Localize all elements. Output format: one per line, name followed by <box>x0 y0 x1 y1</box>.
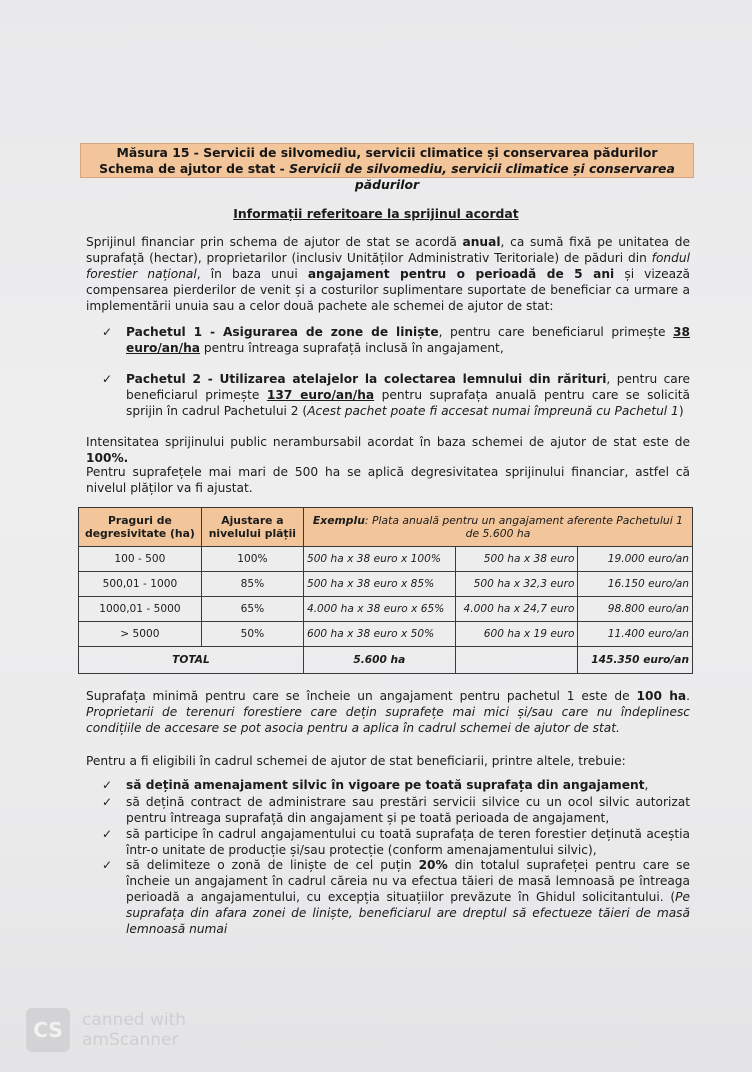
scheme-title <box>81 161 693 193</box>
total-area: 5.600 ha <box>303 647 455 674</box>
camscanner-logo-icon: CS <box>26 1008 70 1052</box>
total-label: TOTAL <box>79 647 304 674</box>
total-amount: 145.350 euro/an <box>578 647 693 674</box>
table-row: 1000,01 - 5000 65% 4.000 ha x 38 euro x 65% 4.000 ha x 24,7 euro 98.800 euro/an <box>79 597 693 622</box>
check-icon: ✓ <box>102 795 113 809</box>
package-1-item: ✓ Pachetul 1 - Asigurarea de zone de liniște, pentru care beneficiarul primește 38 euro/an/ha pentru întreaga suprafață inclusă în angajament, <box>102 325 691 355</box>
table-header-row <box>79 508 693 547</box>
scanner-watermark: canned with amScanner <box>82 1010 187 1050</box>
col-header-thresholds: Praguri de degresivitate (ha) <box>79 508 202 547</box>
check-icon: ✓ <box>102 858 113 872</box>
intro-paragraph: Sprijinul financiar prin schema de ajutor de stat se acordă anual, ca sumă fixă pe unitatea de suprafață (hectar), proprietarilor (inclusiv Unităților Administrativ Teritoriale) de păduri din fondul forestier național, în baza unui angajament pentru o perioadă de 5 ani și vizează compensarea pierderilor de venit și a costurilor suplimentare suportate de beneficiar ca urmare a implementării unuia sau a celor două pachete ale schemei de ajutor de stat: <box>86 235 691 313</box>
eligibility-intro: Pentru a fi eligibili în cadrul schemei de ajutor de stat beneficiarii, printre altele, trebuie: <box>86 754 626 768</box>
min-area-paragraph: Suprafața minimă pentru care se încheie un angajament pentru pachetul 1 este de 100 ha. Proprietarii de terenuri forestiere care dețin suprafețe mai mici și/sau care nu îndeplinesc condițiile de accesare se pot asocia pentru a aplica în cadrul schemei de ajutor de stat. <box>86 689 691 735</box>
table-total-row <box>79 647 693 674</box>
check-icon: ✓ <box>102 778 113 792</box>
package-1-amount: 38 euro/an/ha <box>126 325 691 355</box>
table-row: 100 - 500 100% 500 ha x 38 euro x 100% 500 ha x 38 euro 19.000 euro/an <box>79 547 693 572</box>
scheme-title-prefix: Schema de ajutor de stat - <box>99 161 290 176</box>
check-icon: ✓ <box>102 827 113 841</box>
measure-title: Măsura 15 - Servicii de silvomediu, servicii climatice și conservarea pădurilor <box>116 145 658 160</box>
table-row: > 5000 50% 600 ha x 38 euro x 50% 600 ha x 19 euro 11.400 euro/an <box>79 622 693 647</box>
table-row: 500,01 - 1000 85% 500 ha x 38 euro x 85% 500 ha x 32,3 euro 16.150 euro/an <box>79 572 693 597</box>
eligibility-item: ✓ să delimiteze o zonă de liniște de cel puțin 20% din totalul suprafeței pentru care se încheie un angajament în cadrul căreia nu va efectua tăieri de masă lemnoasă pe întreaga perioadă a angajamentului, cu excepția situațiilor prevăzute în Ghidul solicitantului. (Pe suprafața din afara zonei de liniște, beneficiarul are dreptul să efectueze tăieri de masă lemnoasă numai <box>102 858 690 936</box>
package-2-item: ✓ Pachetul 2 - Utilizarea atelajelor la colectarea lemnului din rărituri, pentru care beneficiarul primește 137 euro/an/ha pentru suprafața anuală pentru care se solicită sprijin în cadrul Pachetului 2 (Acest pachet poate fi accesat numai împreună cu Pachetul 1) <box>102 372 690 418</box>
eligibility-item: ✓ să dețină amenajament silvic în vigoare pe toată suprafața din angajament, <box>102 778 649 792</box>
check-icon: ✓ <box>102 372 113 386</box>
check-icon: ✓ <box>102 325 113 339</box>
col-header-example: Exemplu: Plata anuală pentru un angajament aferente Pachetului 1 de 5.600 ha <box>303 508 692 547</box>
package-2-amount: 137 euro/an/ha <box>266 388 375 402</box>
eligibility-item: ✓ să dețină contract de administrare sau prestări servicii silvice cu un ocol silvic autorizat pentru întreaga suprafață din angajament și pe toată perioada de angajament, <box>102 795 690 825</box>
measure-header-box <box>80 143 694 192</box>
degressivity-table <box>78 507 693 674</box>
degressivity-paragraph: Pentru suprafețele mai mari de 500 ha se aplică degresivitatea sprijinului financiar, astfel că nivelul plăților va fi ajustat. <box>86 465 690 495</box>
scheme-title-italic: Servicii de silvomediu, servicii climatice și conservarea pădurilor <box>289 161 675 192</box>
intensity-paragraph: Intensitatea sprijinului public nerambursabil acordat în baza schemei de ajutor de stat este de 100%. <box>86 435 690 465</box>
section-title: Informații referitoare la sprijinul acordat <box>233 206 519 221</box>
eligibility-item: ✓ să participe în cadrul angajamentului cu toată suprafața de teren forestier deținută aceștia într-o unitate de producție și/sau protecție (conform amenajamentului silvic), <box>102 827 690 857</box>
col-header-adjustment: Ajustare a nivelului plății <box>201 508 303 547</box>
